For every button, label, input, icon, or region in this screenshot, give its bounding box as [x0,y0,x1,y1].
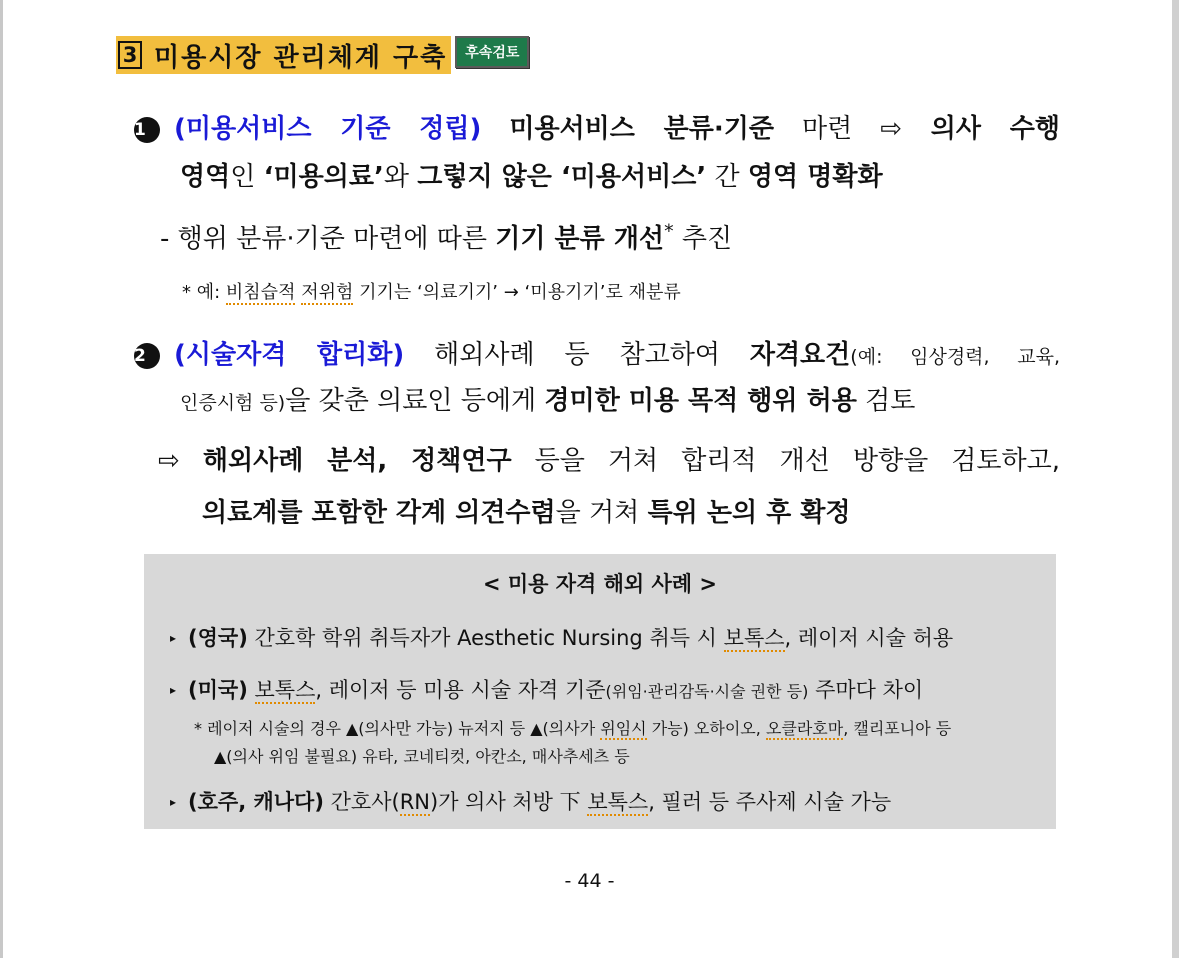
case-us-note-underlined2: 오클라호마 [765,719,844,738]
case-auca-underlined1: RN [399,790,430,814]
case-uk-text1: 간호학 학위 취득자가 Aesthetic Nursing 취득 시 [247,626,724,650]
conclusion-l1-text1: 등을 거쳐 합리적 개선 방향을 검토하고, [511,446,1060,476]
sub1-text2: 추진 [673,224,733,254]
case-auca-underlined2: 보톡스 [587,790,649,814]
case-us-text0 [248,678,255,702]
item1-l2-text2: 와 [383,162,418,192]
item2-l2-text2: 검토 [856,386,916,416]
item2-l2-text1: 을 갖춘 의료인 등에게 [285,386,545,416]
case-uk-text2: , 레이저 시술 허용 [784,626,954,650]
note1-text1: * 예: [182,282,226,303]
sub1-footnote-star: * [664,220,674,243]
case-us-note-line1 [194,716,951,739]
case-auca-country: (호주, 캐나다) [188,790,324,814]
case-us-note-underlined1: 위임시 [600,719,647,738]
case-us-note-text3: , 캘리포니아 등 [843,719,952,738]
conclusion-l1-bold1: 해외사례 분석, 정책연구 [202,446,512,476]
follow-up-badge: 후속검토 [455,36,529,68]
page-frame-right [1172,0,1179,958]
arrow-icon: ⇨ [880,114,902,144]
conclusion-line2 [202,492,851,529]
item1-l2-bold3: 그렇지 않은 ‘미용서비스’ [417,162,707,192]
conclusion-line1 [158,440,1060,477]
section-heading [116,36,529,74]
section-number: 3 [118,41,142,69]
case-us-note-line2: ▲(의사 위임 불필요) 유타, 코네티컷, 아칸소, 매사추세츠 등 [214,747,630,766]
item2-marker: 2 [134,343,160,369]
case-row-au-ca [170,786,891,816]
item2-l2-bold1: 경미한 미용 목적 행위 허용 [544,386,857,416]
note1-underlined2: 저위험 [301,282,354,303]
case-auca-text1: 간호사( [323,790,400,814]
case-row-us [170,674,923,704]
item2-l2-small1: 인증시험 등) [180,392,286,414]
bullet-triangle-icon: ▸ [170,683,177,697]
item1-l2-bold2: ‘미용의료’ [263,162,384,192]
conclusion-l2-bold1: 의료계를 포함한 각계 의견수렴 [202,498,556,528]
case-us-small1: (위임·관리감독·시술 권한 등) [605,682,809,701]
item1-l1-bold1: 미용서비스 분류·기준 [509,114,775,144]
item1-l1-bold2: 의사 수행 [902,114,1060,144]
item2-l1-text1: 해외사례 등 참고하여 [404,340,750,370]
item2-tag: (시술자격 합리화) [174,340,405,370]
overseas-cases-box [144,554,1056,829]
sub1-line [160,218,732,255]
conclusion-l2-bold2: 특위 논의 후 확정 [647,498,851,528]
note1-line [182,278,681,304]
page-frame-left [0,0,3,958]
conclusion-l2-text1: 을 거쳐 [555,498,648,528]
item2-l1-small1: (예: 임상경력, 교육, [850,346,1060,368]
item1-l2-text1: 인 [230,162,264,192]
item1-l2-bold1: 영역 [180,162,231,192]
item1-line1 [134,108,1060,145]
note1-text3: 기기는 ‘의료기기’ → ‘미용기기’로 재분류 [353,282,681,303]
item2-line1 [134,334,1060,371]
case-auca-text3: , 필러 등 주사제 시술 가능 [648,790,892,814]
bullet-triangle-icon: ▸ [170,795,177,809]
case-us-text1: , 레이저 등 미용 시술 자격 기준 [315,678,606,702]
item1-marker: 1 [134,117,160,143]
item2-line2 [180,380,915,417]
case-us-note-text1: * 레이저 시술의 경우 ▲(의사만 가능) 뉴저지 등 ▲(의사가 [194,719,601,738]
section-heading-highlight [116,36,451,74]
conclusion-arrow-icon: ⇨ [158,446,180,476]
sub1-bold1: 기기 분류 개선 [495,224,665,254]
bullet-triangle-icon: ▸ [170,631,177,645]
item1-l2-text3: 간 [706,162,748,192]
page-number: - 44 - [564,870,615,892]
item1-l1-text1: 마련 [774,114,881,144]
sub1-text1: - 행위 분류·기준 마련에 따른 [160,224,496,254]
case-us-underlined1: 보톡스 [254,678,316,702]
case-us-note-text2: 가능) 오하이오, [646,719,766,738]
case-auca-text2: )가 의사 처방 下 [430,790,588,814]
case-us-text2: 주마다 차이 [808,678,924,702]
case-row-uk [170,622,953,652]
case-uk-underlined1: 보톡스 [723,626,785,650]
item2-l1-bold1: 자격요건 [749,340,851,370]
item1-line2 [180,156,883,193]
section-title: 미용시장 관리체계 구축 [154,42,448,73]
case-uk-country: (영국) [188,626,248,650]
case-us-country: (미국) [188,678,248,702]
box-title: < 미용 자격 해외 사례 > [482,572,718,596]
note1-underlined1: 비침습적 [225,282,296,303]
item1-l2-bold4: 영역 명확화 [747,162,883,192]
item1-tag: (미용서비스 기준 정립) [174,114,482,144]
